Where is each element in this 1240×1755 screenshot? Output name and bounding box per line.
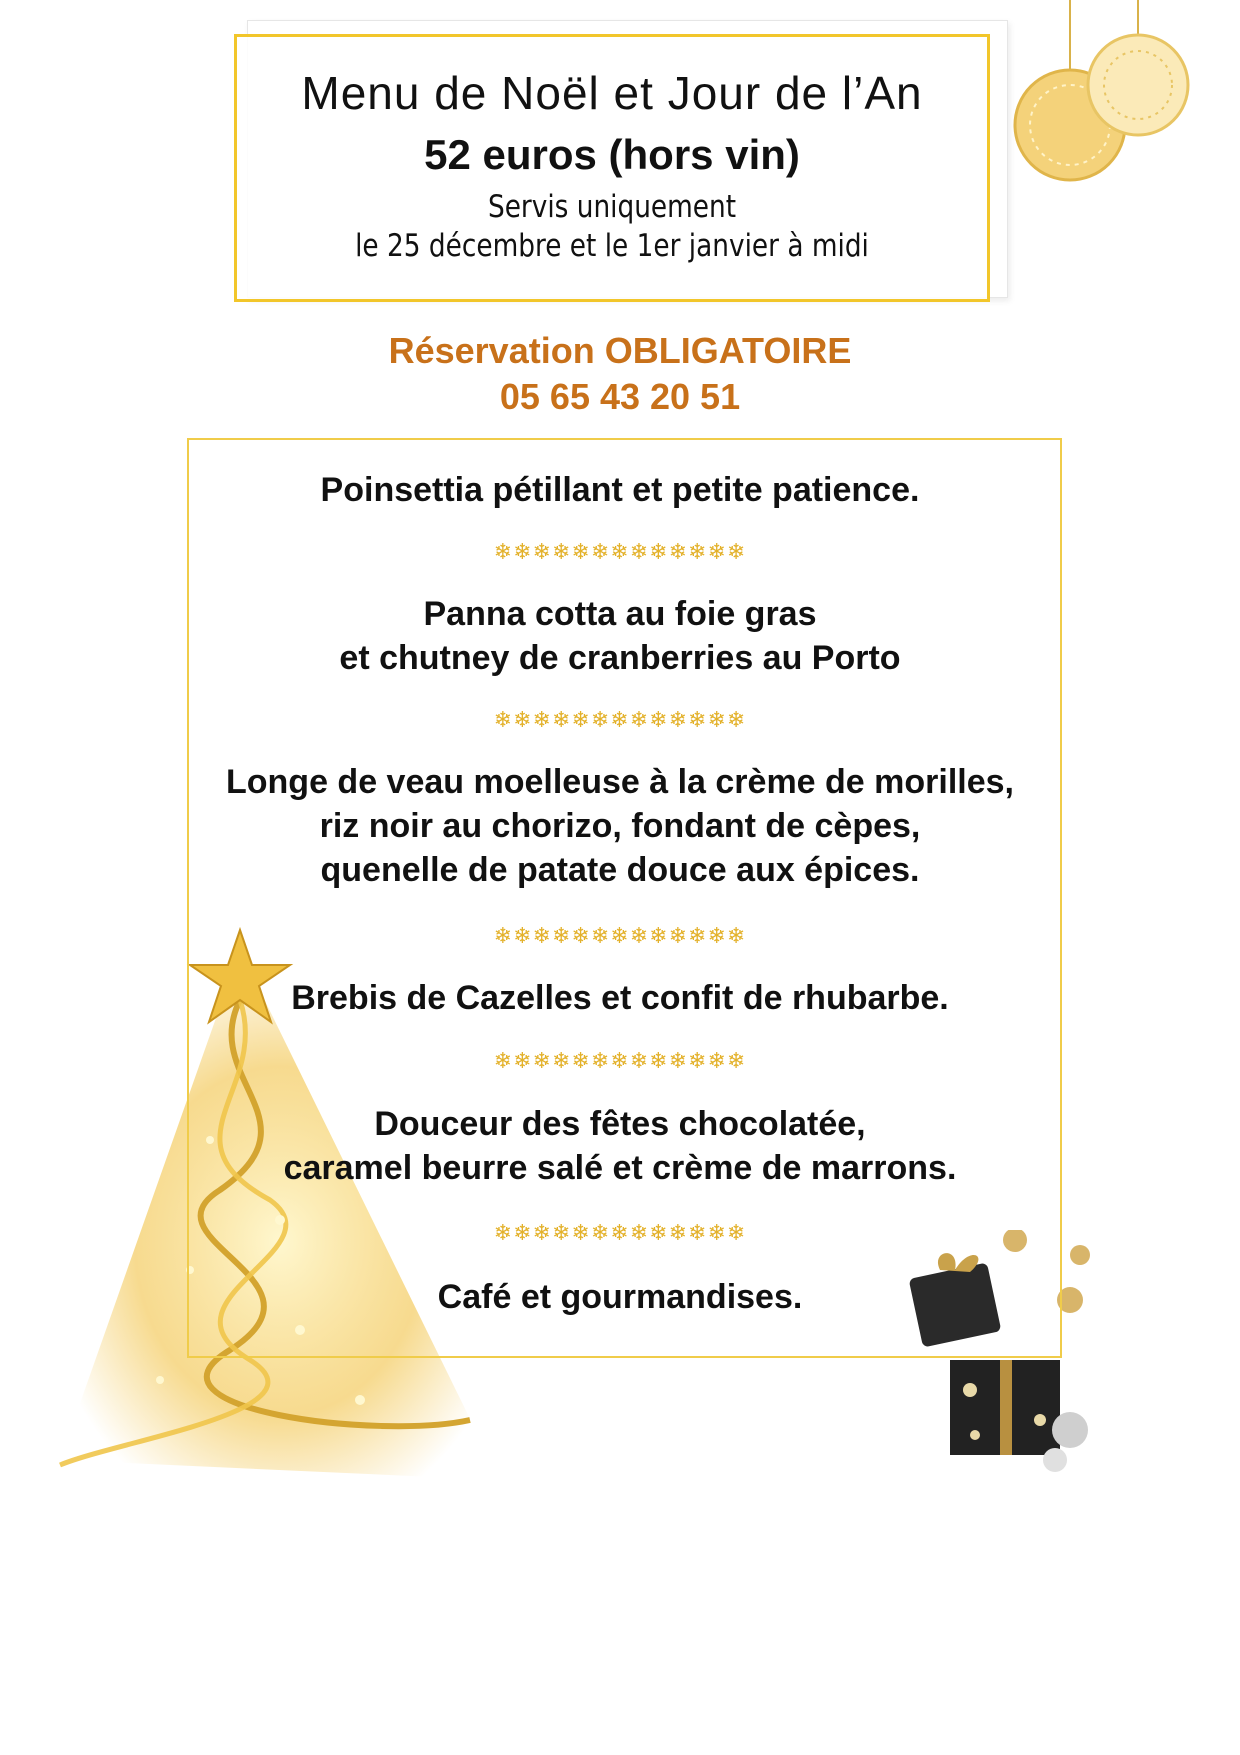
separator: ❄❄❄❄❄❄❄❄❄❄❄❄❄ (493, 923, 747, 948)
course-coffee: Café et gourmandises. (437, 1278, 803, 1316)
menu-title: Menu de Noël et Jour de l’An (301, 67, 923, 119)
served-line-1: Servis uniquement (487, 189, 737, 225)
christmas-ornaments-icon (1000, 0, 1240, 190)
course-cheese: Brebis de Cazelles et confit de rhubarbe. (291, 979, 949, 1017)
menu-price: 52 euros (hors vin) (424, 131, 800, 178)
separator: ❄❄❄❄❄❄❄❄❄❄❄❄❄ (493, 1048, 747, 1073)
course-starter: Panna cotta au foie gras et chutney de cranberries au Porto (339, 595, 901, 677)
menu-header (234, 34, 990, 302)
course-aperitif: Poinsettia pétillant et petite patience. (320, 471, 920, 509)
served-line-2: le 25 décembre et le 1er janvier à midi (355, 227, 869, 264)
separator: ❄❄❄❄❄❄❄❄❄❄❄❄❄ (493, 1220, 747, 1245)
reservation-phone: 05 65 43 20 51 (499, 376, 741, 417)
reservation-label: Réservation OBLIGATOIRE (388, 330, 852, 371)
course-main: Longe de veau moelleuse à la crème de morilles, riz noir au chorizo, fondant de cèpes, quenelle de patate douce aux épices. (226, 763, 1014, 889)
separator: ❄❄❄❄❄❄❄❄❄❄❄❄❄ (493, 707, 747, 732)
course-dessert: Douceur des fêtes chocolatée, caramel beurre salé et crème de marrons. (283, 1105, 957, 1187)
separator: ❄❄❄❄❄❄❄❄❄❄❄❄❄ (493, 539, 747, 564)
